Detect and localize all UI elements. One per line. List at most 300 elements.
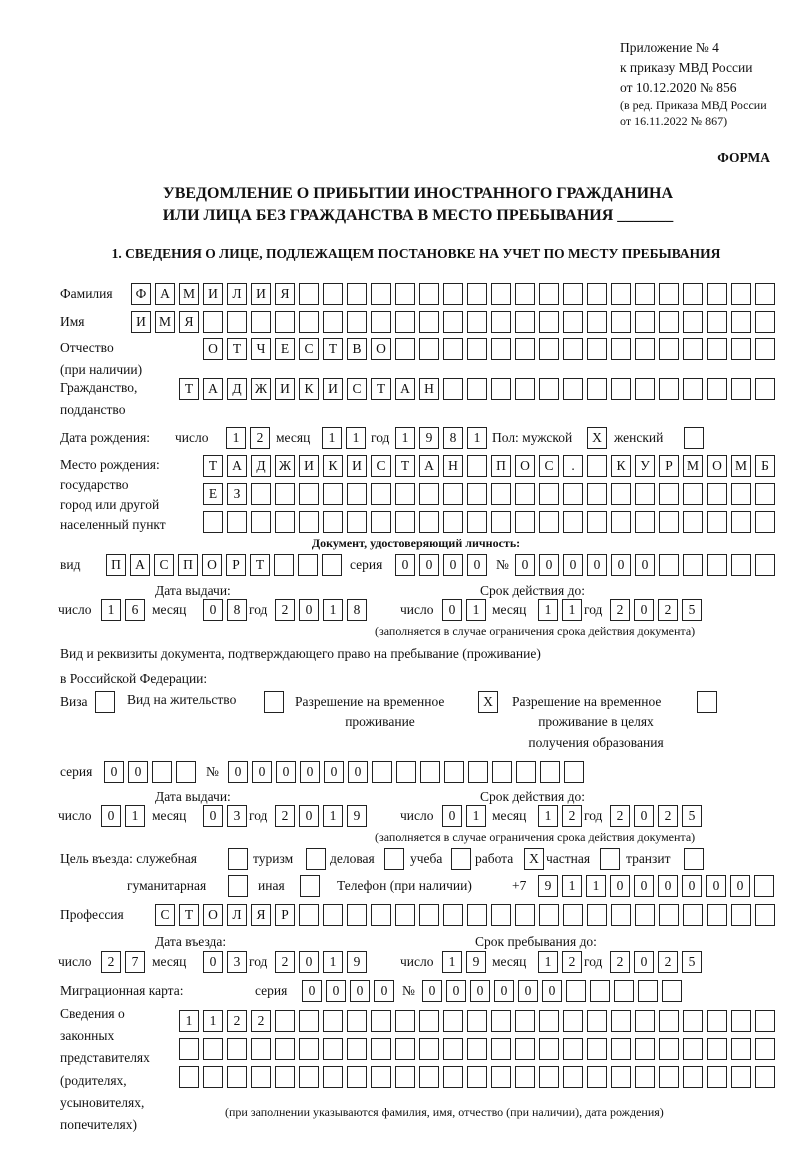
birth-place-field-char-box[interactable] <box>371 511 391 533</box>
citizenship-field-char-box[interactable] <box>635 378 655 400</box>
birth-year-field-char-box[interactable]: 9 <box>419 427 439 449</box>
name-field-char-box[interactable] <box>755 311 775 333</box>
migration-number-field-char-box[interactable]: 0 <box>422 980 442 1002</box>
reps-field-char-box[interactable] <box>251 1038 271 1060</box>
birth-day-field-char-box[interactable]: 2 <box>250 427 270 449</box>
migration-number-field-char-box[interactable]: 0 <box>542 980 562 1002</box>
right-number-field-char-box[interactable]: 0 <box>276 761 296 783</box>
id-series-field-char-box[interactable]: 0 <box>395 554 415 576</box>
name-field-char-box[interactable] <box>539 311 559 333</box>
birth-place-field-char-box[interactable] <box>419 483 439 505</box>
patronymic-field-char-box[interactable]: Т <box>227 338 247 360</box>
birth-place-field-char-box[interactable] <box>347 511 367 533</box>
citizenship-field-char-box[interactable] <box>563 378 583 400</box>
purpose-work-checkbox[interactable]: X <box>524 848 544 870</box>
patronymic-field-char-box[interactable] <box>443 338 463 360</box>
profession-field-char-box[interactable]: О <box>203 904 223 926</box>
purpose-study-checkbox[interactable] <box>451 848 471 870</box>
citizenship-field-char-box[interactable]: Т <box>179 378 199 400</box>
right-issue-month-field-char-box[interactable]: 0 <box>203 805 223 827</box>
stay-day-field-char-box[interactable]: 9 <box>466 951 486 973</box>
reps-field-char-box[interactable] <box>539 1038 559 1060</box>
reps-field-char-box[interactable] <box>443 1038 463 1060</box>
reps-field-char-box[interactable] <box>539 1066 559 1088</box>
reps-field-char-box[interactable] <box>515 1038 535 1060</box>
right-issue-year-field-char-box[interactable]: 9 <box>347 805 367 827</box>
id-number-field-char-box[interactable] <box>755 554 775 576</box>
reps-field-char-box[interactable]: 1 <box>203 1010 223 1032</box>
name-field-char-box[interactable] <box>635 311 655 333</box>
id-issue-day-field-char-box[interactable]: 6 <box>125 599 145 621</box>
surname-field-char-box[interactable] <box>611 283 631 305</box>
birth-place-field-char-box[interactable] <box>395 483 415 505</box>
name-field-char-box[interactable] <box>323 311 343 333</box>
birth-place-field-char-box[interactable]: К <box>611 455 631 477</box>
birth-place-field-char-box[interactable] <box>275 511 295 533</box>
reps-field-char-box[interactable] <box>323 1038 343 1060</box>
right-number-field-char-box[interactable] <box>468 761 488 783</box>
reps-field-char-box[interactable] <box>731 1066 751 1088</box>
surname-field-char-box[interactable] <box>587 283 607 305</box>
reps-field-char-box[interactable] <box>179 1038 199 1060</box>
birth-place-field-char-box[interactable] <box>755 483 775 505</box>
patronymic-field-char-box[interactable] <box>683 338 703 360</box>
id-kind-field-char-box[interactable]: Р <box>226 554 246 576</box>
citizenship-field-char-box[interactable]: И <box>323 378 343 400</box>
name-field-char-box[interactable] <box>419 311 439 333</box>
profession-field-char-box[interactable]: Я <box>251 904 271 926</box>
id-kind-field-char-box[interactable]: О <box>202 554 222 576</box>
name-field-char-box[interactable] <box>395 311 415 333</box>
surname-field-char-box[interactable] <box>731 283 751 305</box>
birth-place-field-char-box[interactable] <box>539 511 559 533</box>
name-field-char-box[interactable]: М <box>155 311 175 333</box>
reps-field-char-box[interactable] <box>299 1066 319 1088</box>
name-field-char-box[interactable] <box>611 311 631 333</box>
reps-field-char-box[interactable] <box>587 1010 607 1032</box>
name-field-char-box[interactable] <box>563 311 583 333</box>
reps-field-char-box[interactable] <box>371 1010 391 1032</box>
birth-place-field-char-box[interactable] <box>443 483 463 505</box>
id-kind-field-char-box[interactable]: А <box>130 554 150 576</box>
id-kind-field-char-box[interactable] <box>298 554 318 576</box>
phone-field-char-box[interactable]: 1 <box>562 875 582 897</box>
birth-place-field-char-box[interactable] <box>683 483 703 505</box>
profession-field-char-box[interactable] <box>323 904 343 926</box>
surname-field-char-box[interactable] <box>323 283 343 305</box>
id-series-field-char-box[interactable]: 0 <box>467 554 487 576</box>
birth-place-field-char-box[interactable] <box>611 511 631 533</box>
reps-field-char-box[interactable]: 1 <box>179 1010 199 1032</box>
reps-field-char-box[interactable] <box>371 1038 391 1060</box>
birth-place-field-char-box[interactable] <box>275 483 295 505</box>
reps-field-char-box[interactable] <box>755 1038 775 1060</box>
reps-field-char-box[interactable] <box>323 1010 343 1032</box>
reps-field-char-box[interactable] <box>683 1066 703 1088</box>
reps-field-char-box[interactable] <box>491 1010 511 1032</box>
birth-place-field-char-box[interactable]: Е <box>203 483 223 505</box>
purpose-humanitarian-checkbox[interactable] <box>228 875 248 897</box>
patronymic-field-char-box[interactable]: О <box>371 338 391 360</box>
reps-field-char-box[interactable] <box>563 1010 583 1032</box>
citizenship-field-char-box[interactable] <box>443 378 463 400</box>
entry-year-field-char-box[interactable]: 1 <box>323 951 343 973</box>
birth-place-field-char-box[interactable] <box>587 483 607 505</box>
migration-series-field-char-box[interactable]: 0 <box>350 980 370 1002</box>
phone-field-char-box[interactable]: 1 <box>586 875 606 897</box>
purpose-other-checkbox[interactable] <box>300 875 320 897</box>
birth-place-field-char-box[interactable]: Н <box>443 455 463 477</box>
name-field-char-box[interactable]: Я <box>179 311 199 333</box>
id-issue-year-field-char-box[interactable]: 0 <box>299 599 319 621</box>
reps-field-char-box[interactable] <box>635 1038 655 1060</box>
reps-field-char-box[interactable] <box>515 1010 535 1032</box>
patronymic-field-char-box[interactable] <box>491 338 511 360</box>
id-number-field-char-box[interactable]: 0 <box>587 554 607 576</box>
reps-field-char-box[interactable] <box>611 1038 631 1060</box>
id-number-field-char-box[interactable]: 0 <box>563 554 583 576</box>
reps-field-char-box[interactable] <box>419 1038 439 1060</box>
reps-field-char-box[interactable] <box>515 1066 535 1088</box>
purpose-transit-checkbox[interactable] <box>684 848 704 870</box>
profession-field-char-box[interactable] <box>443 904 463 926</box>
right-number-field-char-box[interactable]: 0 <box>324 761 344 783</box>
patronymic-field-char-box[interactable] <box>755 338 775 360</box>
entry-year-field-char-box[interactable]: 0 <box>299 951 319 973</box>
surname-field-char-box[interactable]: Я <box>275 283 295 305</box>
citizenship-field-char-box[interactable] <box>611 378 631 400</box>
patronymic-field-char-box[interactable] <box>515 338 535 360</box>
reps-field-char-box[interactable] <box>611 1066 631 1088</box>
birth-place-field-char-box[interactable] <box>227 511 247 533</box>
patronymic-field-char-box[interactable] <box>731 338 751 360</box>
migration-series-field-char-box[interactable]: 0 <box>302 980 322 1002</box>
profession-field-char-box[interactable] <box>635 904 655 926</box>
reps-field-char-box[interactable] <box>419 1010 439 1032</box>
birth-place-field-char-box[interactable] <box>755 511 775 533</box>
name-field-char-box[interactable] <box>659 311 679 333</box>
citizenship-field-char-box[interactable] <box>731 378 751 400</box>
surname-field-char-box[interactable]: Л <box>227 283 247 305</box>
id-valid-day-field-char-box[interactable]: 1 <box>466 599 486 621</box>
entry-year-field-char-box[interactable]: 2 <box>275 951 295 973</box>
birth-place-field-char-box[interactable] <box>539 483 559 505</box>
profession-field-char-box[interactable] <box>515 904 535 926</box>
birth-place-field-char-box[interactable] <box>707 483 727 505</box>
surname-field-char-box[interactable] <box>371 283 391 305</box>
birth-month-field-char-box[interactable]: 1 <box>346 427 366 449</box>
reps-field-char-box[interactable] <box>683 1010 703 1032</box>
right-number-field-char-box[interactable] <box>564 761 584 783</box>
profession-field-char-box[interactable] <box>419 904 439 926</box>
reps-field-char-box[interactable] <box>227 1066 247 1088</box>
surname-field-char-box[interactable] <box>659 283 679 305</box>
id-valid-year-field-char-box[interactable]: 0 <box>634 599 654 621</box>
birth-month-field-char-box[interactable]: 1 <box>322 427 342 449</box>
birth-place-field-char-box[interactable] <box>491 483 511 505</box>
id-issue-month-field-char-box[interactable]: 8 <box>227 599 247 621</box>
stay-year-field-char-box[interactable]: 2 <box>658 951 678 973</box>
reps-field-char-box[interactable] <box>395 1010 415 1032</box>
birth-place-field-char-box[interactable]: Д <box>251 455 271 477</box>
citizenship-field-char-box[interactable]: И <box>275 378 295 400</box>
reps-field-char-box[interactable] <box>227 1038 247 1060</box>
citizenship-field-char-box[interactable] <box>755 378 775 400</box>
surname-field-char-box[interactable]: И <box>251 283 271 305</box>
stay-month-field-char-box[interactable]: 1 <box>538 951 558 973</box>
id-valid-year-field-char-box[interactable]: 5 <box>682 599 702 621</box>
migration-number-field-char-box[interactable] <box>662 980 682 1002</box>
citizenship-field-char-box[interactable] <box>539 378 559 400</box>
reps-field-char-box[interactable] <box>563 1066 583 1088</box>
profession-field-char-box[interactable] <box>563 904 583 926</box>
stay-year-field-char-box[interactable]: 5 <box>682 951 702 973</box>
reps-field-char-box[interactable] <box>419 1066 439 1088</box>
id-valid-year-field-char-box[interactable]: 2 <box>658 599 678 621</box>
right-valid-year-field-char-box[interactable]: 2 <box>658 805 678 827</box>
female-checkbox[interactable] <box>684 427 704 449</box>
reps-field-char-box[interactable] <box>179 1066 199 1088</box>
entry-month-field-char-box[interactable]: 0 <box>203 951 223 973</box>
reps-field-char-box[interactable] <box>347 1066 367 1088</box>
birth-place-field-char-box[interactable]: З <box>227 483 247 505</box>
right-number-field-char-box[interactable] <box>420 761 440 783</box>
id-kind-field-char-box[interactable]: С <box>154 554 174 576</box>
right-issue-year-field-char-box[interactable]: 2 <box>275 805 295 827</box>
birth-place-field-char-box[interactable] <box>635 511 655 533</box>
id-number-field-char-box[interactable] <box>683 554 703 576</box>
birth-place-field-char-box[interactable] <box>467 483 487 505</box>
profession-field-char-box[interactable] <box>683 904 703 926</box>
birth-place-field-char-box[interactable]: П <box>491 455 511 477</box>
reps-field-char-box[interactable] <box>611 1010 631 1032</box>
birth-day-field-char-box[interactable]: 1 <box>226 427 246 449</box>
reps-field-char-box[interactable] <box>491 1038 511 1060</box>
citizenship-field-char-box[interactable] <box>515 378 535 400</box>
birth-place-field-char-box[interactable] <box>467 455 487 477</box>
reps-field-char-box[interactable] <box>443 1010 463 1032</box>
right-valid-month-field-char-box[interactable]: 2 <box>562 805 582 827</box>
reps-field-char-box[interactable] <box>203 1038 223 1060</box>
patronymic-field-char-box[interactable] <box>707 338 727 360</box>
birth-place-field-char-box[interactable]: Р <box>659 455 679 477</box>
purpose-private-checkbox[interactable] <box>600 848 620 870</box>
phone-field-char-box[interactable]: 0 <box>706 875 726 897</box>
patronymic-field-char-box[interactable] <box>611 338 631 360</box>
birth-year-field-char-box[interactable]: 8 <box>443 427 463 449</box>
citizenship-field-char-box[interactable] <box>707 378 727 400</box>
surname-field-char-box[interactable] <box>347 283 367 305</box>
patronymic-field-char-box[interactable] <box>395 338 415 360</box>
reps-field-char-box[interactable] <box>755 1066 775 1088</box>
name-field-char-box[interactable] <box>275 311 295 333</box>
surname-field-char-box[interactable] <box>419 283 439 305</box>
reps-field-char-box[interactable] <box>371 1066 391 1088</box>
citizenship-field-char-box[interactable]: К <box>299 378 319 400</box>
citizenship-field-char-box[interactable] <box>491 378 511 400</box>
patronymic-field-char-box[interactable]: Е <box>275 338 295 360</box>
migration-number-field-char-box[interactable]: 0 <box>518 980 538 1002</box>
temp-residence-edu-checkbox[interactable] <box>697 691 717 713</box>
birth-place-field-char-box[interactable]: М <box>731 455 751 477</box>
stay-month-field-char-box[interactable]: 2 <box>562 951 582 973</box>
right-valid-year-field-char-box[interactable]: 0 <box>634 805 654 827</box>
surname-field-char-box[interactable] <box>467 283 487 305</box>
name-field-char-box[interactable] <box>515 311 535 333</box>
patronymic-field-char-box[interactable] <box>659 338 679 360</box>
right-valid-year-field-char-box[interactable]: 5 <box>682 805 702 827</box>
profession-field-char-box[interactable] <box>755 904 775 926</box>
id-number-field-char-box[interactable] <box>659 554 679 576</box>
id-number-field-char-box[interactable] <box>731 554 751 576</box>
surname-field-char-box[interactable] <box>539 283 559 305</box>
id-kind-field-char-box[interactable] <box>274 554 294 576</box>
id-number-field-char-box[interactable] <box>707 554 727 576</box>
reps-field-char-box[interactable] <box>587 1038 607 1060</box>
name-field-char-box[interactable]: И <box>131 311 151 333</box>
birth-place-field-char-box[interactable]: О <box>515 455 535 477</box>
profession-field-char-box[interactable] <box>395 904 415 926</box>
citizenship-field-char-box[interactable] <box>587 378 607 400</box>
birth-place-field-char-box[interactable] <box>443 511 463 533</box>
reps-field-char-box[interactable] <box>347 1038 367 1060</box>
profession-field-char-box[interactable] <box>467 904 487 926</box>
right-valid-day-field-char-box[interactable]: 1 <box>466 805 486 827</box>
id-number-field-char-box[interactable]: 0 <box>539 554 559 576</box>
birth-place-field-char-box[interactable] <box>395 511 415 533</box>
birth-place-field-char-box[interactable] <box>515 511 535 533</box>
id-issue-year-field-char-box[interactable]: 2 <box>275 599 295 621</box>
citizenship-field-char-box[interactable]: Д <box>227 378 247 400</box>
right-series-field-char-box[interactable] <box>152 761 172 783</box>
birth-place-field-char-box[interactable] <box>515 483 535 505</box>
citizenship-field-char-box[interactable]: Ж <box>251 378 271 400</box>
profession-field-char-box[interactable]: Л <box>227 904 247 926</box>
surname-field-char-box[interactable]: Ф <box>131 283 151 305</box>
patronymic-field-char-box[interactable]: Ч <box>251 338 271 360</box>
birth-place-field-char-box[interactable]: Т <box>395 455 415 477</box>
id-number-field-char-box[interactable]: 0 <box>515 554 535 576</box>
citizenship-field-char-box[interactable]: Н <box>419 378 439 400</box>
birth-place-field-char-box[interactable]: Т <box>203 455 223 477</box>
phone-field-char-box[interactable]: 0 <box>682 875 702 897</box>
birth-place-field-char-box[interactable] <box>299 511 319 533</box>
phone-field-char-box[interactable]: 9 <box>538 875 558 897</box>
birth-year-field-char-box[interactable]: 1 <box>467 427 487 449</box>
reps-field-char-box[interactable] <box>275 1066 295 1088</box>
reps-field-char-box[interactable]: 2 <box>251 1010 271 1032</box>
citizenship-field-char-box[interactable] <box>467 378 487 400</box>
right-valid-day-field-char-box[interactable]: 0 <box>442 805 462 827</box>
reps-field-char-box[interactable] <box>659 1066 679 1088</box>
name-field-char-box[interactable] <box>227 311 247 333</box>
profession-field-char-box[interactable] <box>299 904 319 926</box>
phone-field-char-box[interactable]: 0 <box>658 875 678 897</box>
patronymic-field-char-box[interactable] <box>467 338 487 360</box>
id-number-field-char-box[interactable]: 0 <box>635 554 655 576</box>
right-number-field-char-box[interactable]: 0 <box>252 761 272 783</box>
entry-month-field-char-box[interactable]: 3 <box>227 951 247 973</box>
right-issue-month-field-char-box[interactable]: 3 <box>227 805 247 827</box>
surname-field-char-box[interactable] <box>299 283 319 305</box>
purpose-official-checkbox[interactable] <box>228 848 248 870</box>
reps-field-char-box[interactable] <box>299 1038 319 1060</box>
migration-number-field-char-box[interactable] <box>614 980 634 1002</box>
reps-field-char-box[interactable] <box>659 1010 679 1032</box>
right-series-field-char-box[interactable]: 0 <box>104 761 124 783</box>
profession-field-char-box[interactable] <box>371 904 391 926</box>
right-valid-year-field-char-box[interactable]: 2 <box>610 805 630 827</box>
birth-year-field-char-box[interactable]: 1 <box>395 427 415 449</box>
name-field-char-box[interactable] <box>299 311 319 333</box>
birth-place-field-char-box[interactable] <box>563 483 583 505</box>
reps-field-char-box[interactable] <box>707 1038 727 1060</box>
citizenship-field-char-box[interactable] <box>659 378 679 400</box>
birth-place-field-char-box[interactable] <box>635 483 655 505</box>
citizenship-field-char-box[interactable]: А <box>203 378 223 400</box>
name-field-char-box[interactable] <box>203 311 223 333</box>
birth-place-field-char-box[interactable] <box>467 511 487 533</box>
id-series-field-char-box[interactable]: 0 <box>419 554 439 576</box>
citizenship-field-char-box[interactable]: А <box>395 378 415 400</box>
id-issue-month-field-char-box[interactable]: 0 <box>203 599 223 621</box>
reps-field-char-box[interactable] <box>395 1066 415 1088</box>
birth-place-field-char-box[interactable] <box>419 511 439 533</box>
citizenship-field-char-box[interactable]: С <box>347 378 367 400</box>
migration-number-field-char-box[interactable]: 0 <box>446 980 466 1002</box>
patronymic-field-char-box[interactable] <box>635 338 655 360</box>
phone-field-char-box[interactable]: 0 <box>610 875 630 897</box>
citizenship-field-char-box[interactable] <box>683 378 703 400</box>
reps-field-char-box[interactable] <box>707 1066 727 1088</box>
reps-field-char-box[interactable] <box>491 1066 511 1088</box>
reps-field-char-box[interactable] <box>323 1066 343 1088</box>
reps-field-char-box[interactable] <box>635 1010 655 1032</box>
reps-field-char-box[interactable] <box>395 1038 415 1060</box>
purpose-tourism-checkbox[interactable] <box>306 848 326 870</box>
birth-place-field-char-box[interactable]: И <box>299 455 319 477</box>
birth-place-field-char-box[interactable] <box>611 483 631 505</box>
birth-place-field-char-box[interactable]: К <box>323 455 343 477</box>
visa-checkbox[interactable] <box>95 691 115 713</box>
patronymic-field-char-box[interactable] <box>587 338 607 360</box>
stay-year-field-char-box[interactable]: 0 <box>634 951 654 973</box>
migration-series-field-char-box[interactable]: 0 <box>326 980 346 1002</box>
reps-field-char-box[interactable] <box>275 1010 295 1032</box>
profession-field-char-box[interactable] <box>731 904 751 926</box>
birth-place-field-char-box[interactable] <box>299 483 319 505</box>
reps-field-char-box[interactable] <box>659 1038 679 1060</box>
surname-field-char-box[interactable] <box>635 283 655 305</box>
id-number-field-char-box[interactable]: 0 <box>611 554 631 576</box>
patronymic-field-char-box[interactable] <box>419 338 439 360</box>
reps-field-char-box[interactable] <box>275 1038 295 1060</box>
name-field-char-box[interactable] <box>371 311 391 333</box>
patronymic-field-char-box[interactable] <box>563 338 583 360</box>
citizenship-field-char-box[interactable]: Т <box>371 378 391 400</box>
id-issue-year-field-char-box[interactable]: 8 <box>347 599 367 621</box>
surname-field-char-box[interactable] <box>755 283 775 305</box>
id-kind-field-char-box[interactable]: П <box>178 554 198 576</box>
phone-field-char-box[interactable] <box>754 875 774 897</box>
name-field-char-box[interactable] <box>731 311 751 333</box>
reps-field-char-box[interactable] <box>683 1038 703 1060</box>
right-number-field-char-box[interactable]: 0 <box>228 761 248 783</box>
birth-place-field-char-box[interactable]: О <box>707 455 727 477</box>
profession-field-char-box[interactable] <box>659 904 679 926</box>
profession-field-char-box[interactable] <box>539 904 559 926</box>
purpose-business-checkbox[interactable] <box>384 848 404 870</box>
